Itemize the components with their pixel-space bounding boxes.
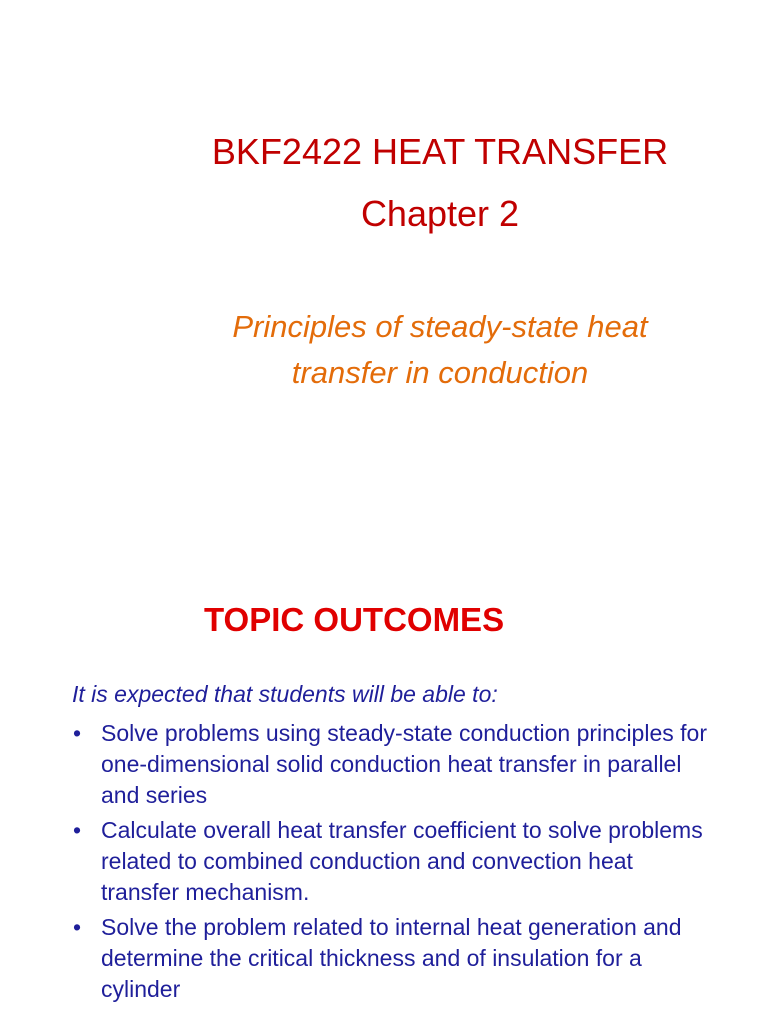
outcome-text: Solve the problem related to internal heat generation and determine the critical thickness and of insulation for a cylinder [101,914,682,1002]
bullet-icon: • [73,914,82,940]
chapter-title: Chapter 2 [360,193,520,234]
outcome-text: Calculate overall heat transfer coefficient to solve problems related to combined conduction and convection heat transfer mechanism. [101,817,703,905]
outcomes-slide [0,560,768,1024]
outcomes-list [72,718,712,1009]
course-title: BKF2422 HEAT TRANSFER [211,131,669,172]
outcome-item-3 [72,912,712,1005]
bullet-icon: • [73,720,82,746]
chapter-subtitle: Principles of steady-state heat transfer in conduction [232,309,648,390]
bullet-icon: • [73,817,82,843]
outcomes-intro: It is expected that students will be able to: [72,681,498,707]
outcome-text: Solve problems using steady-state conduction principles for one-dimensional solid conduction heat transfer in parallel and series [101,720,707,808]
outcome-item-2 [72,815,712,908]
outcomes-heading: TOPIC OUTCOMES [204,601,505,638]
outcome-item-1 [72,718,712,811]
